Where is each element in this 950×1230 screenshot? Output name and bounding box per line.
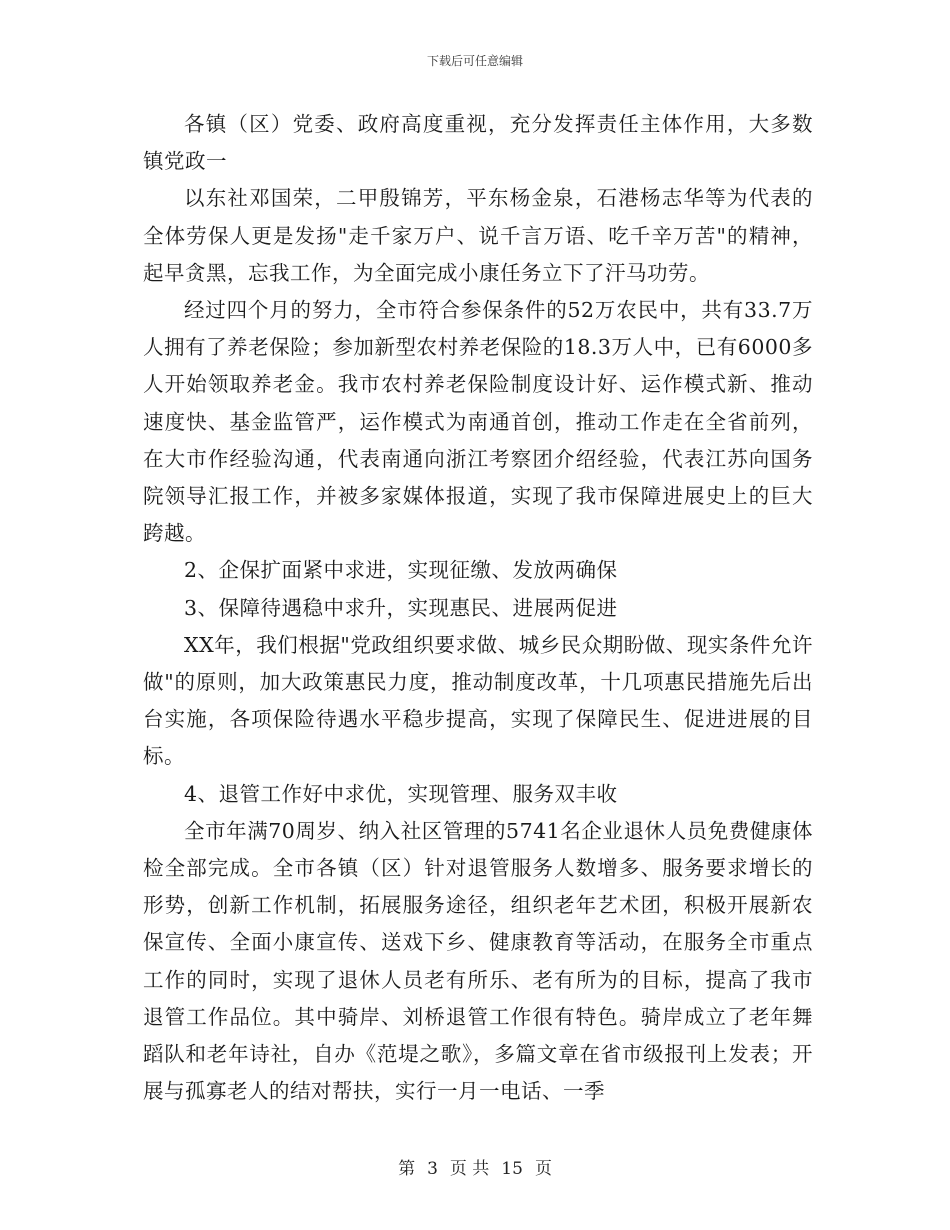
section-heading-4: 4、退管工作好中求优，实现管理、服务双丰收 (184, 781, 618, 806)
footer-page-number: 3 (427, 1159, 438, 1179)
paragraph-2: 以东社邓国荣，二甲殷锦芳，平东杨金泉，石港杨志华等为代表的全体劳保人更是发扬"走千家万户、说千言万语、吃千辛万苦"的精神，起早贪黑，忘我工作，为全面完成小康任务立下了汗马功劳。 (143, 186, 813, 285)
footer-prefix: 第 (398, 1159, 416, 1179)
paragraph-3: 经过四个月的努力，全市符合参保条件的52万农民中，共有33.7万人拥有了养老保险；参加新型农村养老保险的18.3万人中，已有6000多人开始领取养老金。我市农村养老保险制度设计好、运作模式新、推动速度快、基金监管严，运作模式为南通首创，推动工作走在全省前列，在大市作经验沟通，代表南通向浙江考察团介绍经验，代表江苏向国务院领导汇报工作，并被多家媒体报道，实现了我市保障进展史上的巨大跨越。 (143, 298, 813, 546)
footer-middle: 页 共 (449, 1159, 490, 1179)
paragraph-5: 全市年满70周岁、纳入社区管理的5741名企业退休人员免费健康体检全部完成。全市各镇（区）针对退管服务人数增多、服务要求增长的形势，创新工作机制，拓展服务途径，组织老年艺术团，积极开展新农保宣传、全面小康宣传、送戏下乡、健康教育等活动，在服务全市重点工作的同时，实现了退休人员老有所乐、老有所为的目标，提高了我市退管工作品位。其中骑岸、刘桥退管工作很有特色。骑岸成立了老年舞蹈队和老年诗社，自办《范堤之歌》，多篇文章在省市级报刊上发表；开展与孤寡老人的结对帮扶，实行一月一电话、一季 (143, 818, 813, 1104)
section-heading-3: 3、保障待遇稳中求升，实现惠民、进展两促进 (184, 595, 618, 620)
paragraph-1: 各镇（区）党委、政府高度重视，充分发挥责任主体作用，大多数镇党政一 (143, 112, 813, 174)
page-footer (0, 1154, 950, 1179)
footer-total-pages: 15 (501, 1159, 523, 1179)
paragraph-4: XX年，我们根据"党政组织要求做、城乡民众期盼做、现实条件允许做"的原则，加大政策惠民力度，推动制度改革，十几项惠民措施先后出台实施，各项保险待遇水平稳步提高，实现了保障民生、促进进展的目标。 (143, 632, 813, 769)
page-header: 下载后可任意编辑 (426, 54, 523, 68)
section-heading-2: 2、企保扩面紧中求进，实现征缴、发放两确保 (184, 558, 618, 583)
document-body (143, 106, 813, 1110)
footer-suffix: 页 (534, 1159, 552, 1179)
